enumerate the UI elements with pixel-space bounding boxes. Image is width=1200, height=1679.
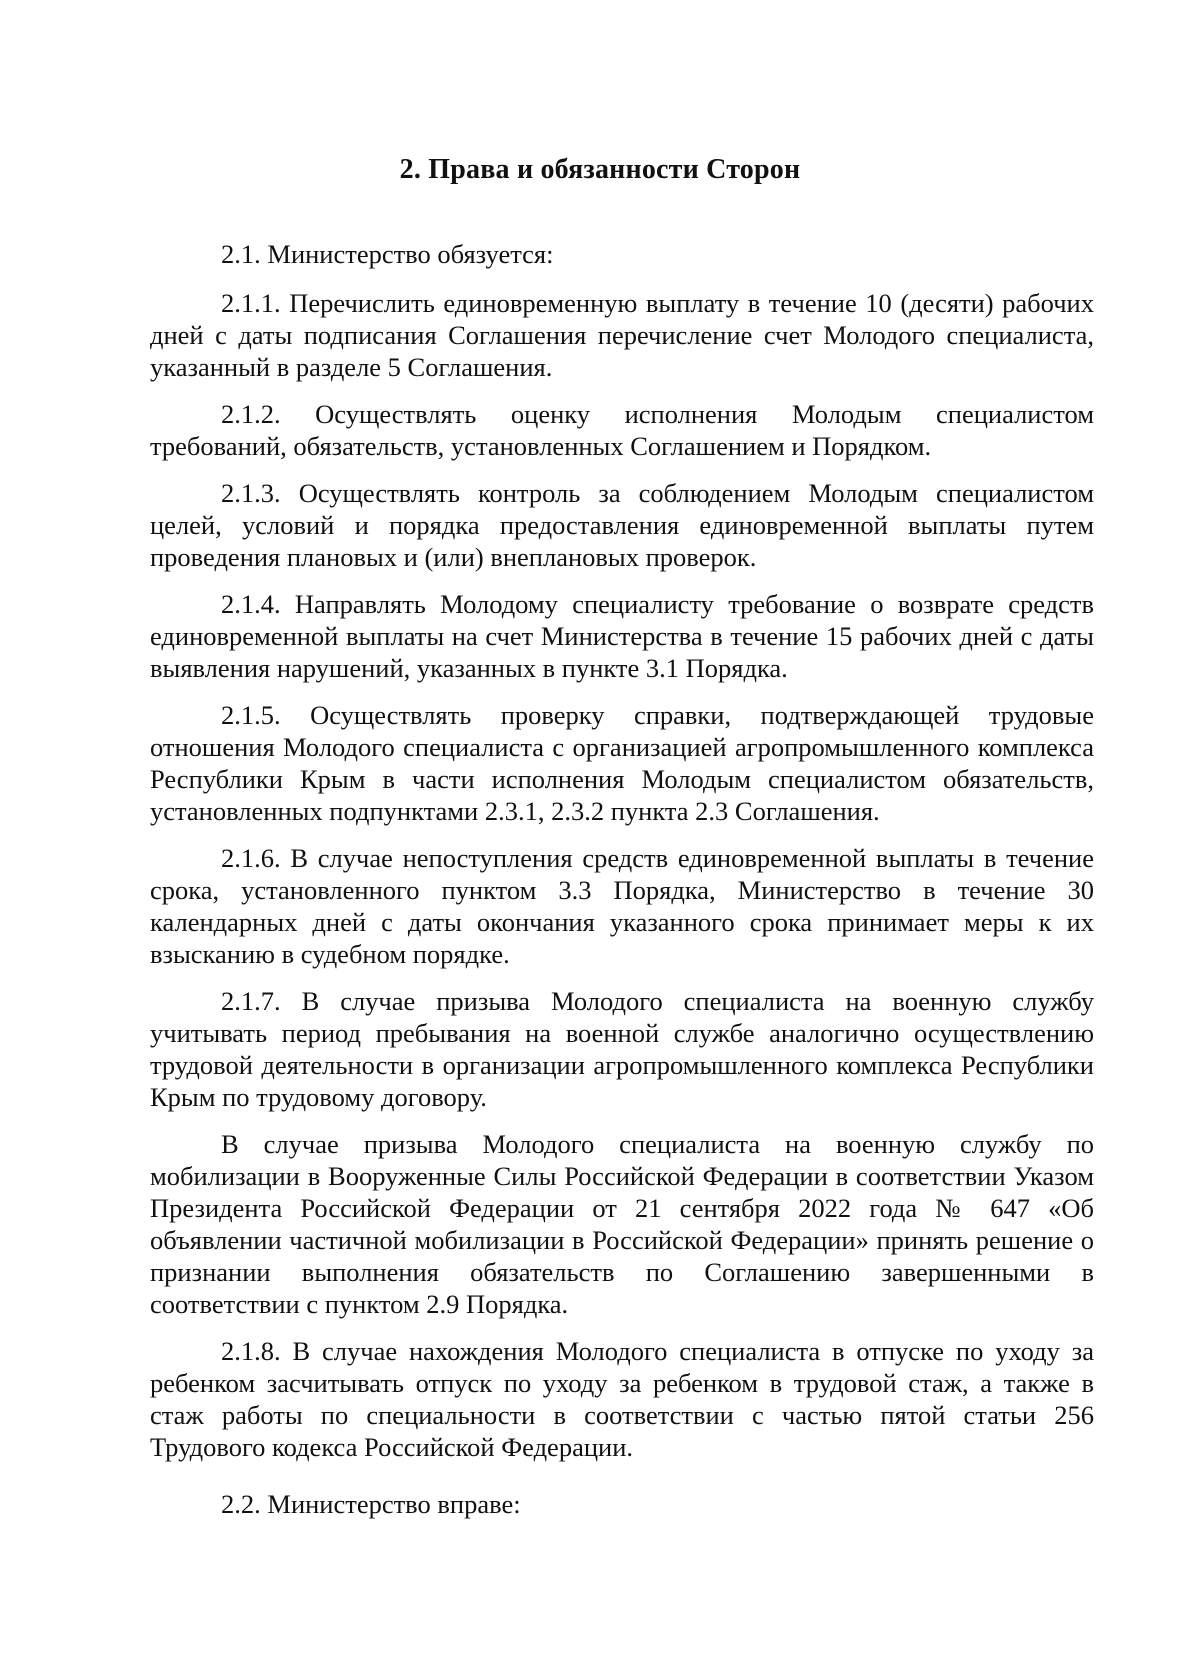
- paragraph-2-2: 2.2. Министерство вправе:: [221, 1489, 521, 1519]
- paragraph-2-1-8: 2.1.8. В случае нахождения Молодого специалиста в отпуске по уходу за ребенком засчитывать отпуск по уходу за ребенком в трудовой стаж, а также в стаж работы по специальности в соответствии с частью пятой статьи 256 Трудового кодекса Российской Федерации.: [150, 1336, 1094, 1462]
- paragraph-2-1-5: 2.1.5. Осуществлять проверку справки, подтверждающей трудовые отношения Молодого специалиста с организацией агропромышленного комплекса Республики Крым в части исполнения Молодым специалистом обязательств, установленных подпунктами 2.3.1, 2.3.2 пункта 2.3 Соглашения.: [150, 700, 1094, 826]
- paragraph-2-1-4: 2.1.4. Направлять Молодому специалисту требование о возврате средств единовременной выплаты на счет Министерства в течение 15 рабочих дней с даты выявления нарушений, указанных в пункте 3.1 Порядка.: [150, 589, 1094, 683]
- paragraph-2-1-1: 2.1.1. Перечислить единовременную выплату в течение 10 (десяти) рабочих дней с даты подписания Соглашения перечисление счет Молодого специалиста, указанный в разделе 5 Соглашения.: [150, 288, 1094, 382]
- paragraph-2-1-6: 2.1.6. В случае непоступления средств единовременной выплаты в течение срока, установленного пунктом 3.3 Порядка, Министерство в течение 30 календарных дней с даты окончания указанного срока принимает меры к их взысканию в судебном порядке.: [150, 843, 1094, 969]
- paragraph-2-1-7-mobilization: В случае призыва Молодого специалиста на военную службу по мобилизации в Вооруженные Силы Российской Федерации в соответствии Указом Президента Российской Федерации от 21 сентября 2022 года № 647 «Об объявлении частичной мобилизации в Российской Федерации» принять решение о признании выполнения обязательств по Соглашению завершенными в соответствии с пунктом 2.9 Порядка.: [150, 1129, 1094, 1319]
- paragraph-2-1-7: 2.1.7. В случае призыва Молодого специалиста на военную службу учитывать период пребывания на военной службе аналогично осуществлению трудовой деятельности в организации агропромышленного комплекса Республики Крым по трудовому договору.: [150, 986, 1094, 1112]
- paragraph-2-1: 2.1. Министерство обязуется:: [221, 239, 554, 269]
- paragraph-2-1-2: 2.1.2. Осуществлять оценку исполнения Молодым специалистом требований, обязательств, установленных Соглашением и Порядком.: [150, 399, 1094, 461]
- document-body: [150, 238, 1094, 1535]
- paragraph-2-1-3: 2.1.3. Осуществлять контроль за соблюдением Молодым специалистом целей, условий и порядка предоставления единовременной выплаты путем проведения плановых и (или) внеплановых проверок.: [150, 478, 1094, 572]
- section-heading: 2. Права и обязанности Сторон: [399, 154, 801, 185]
